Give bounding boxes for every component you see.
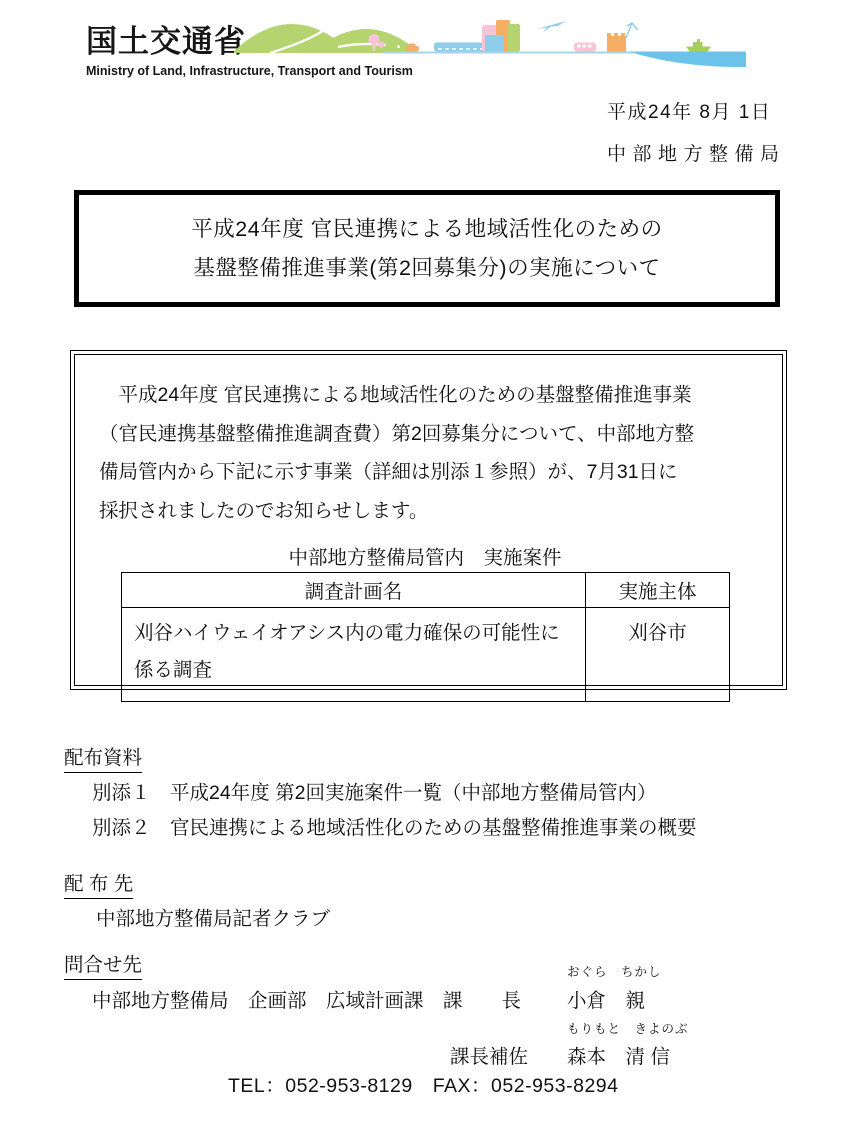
table-row bbox=[122, 608, 730, 702]
contact-heading: 問合せ先 bbox=[64, 949, 142, 980]
date-block bbox=[607, 97, 786, 166]
document-title-line2: 基盤整備推進事業(第2回募集分)の実施について bbox=[193, 256, 661, 280]
paragraph-line: 備局管内から下記に示す事業（詳細は別添１参照）が、7月31日に bbox=[99, 461, 678, 483]
crane-icon bbox=[626, 23, 638, 38]
ship-icon bbox=[686, 39, 711, 52]
contact-row2-title: 課長補佐 bbox=[450, 1046, 529, 1068]
buildings-icon bbox=[482, 20, 520, 52]
contact-person1-name: 小倉 親 bbox=[567, 990, 646, 1012]
distribution-item-1: 中部地方整備局記者クラブ bbox=[96, 908, 331, 930]
contact-person1-furigana: おぐら ちかし bbox=[567, 965, 662, 979]
ground-line bbox=[382, 52, 634, 54]
bus-icon bbox=[574, 43, 596, 52]
contact-person2-name: 森本 清 信 bbox=[567, 1046, 670, 1068]
harbor-building-icon bbox=[607, 23, 638, 52]
airplane-icon bbox=[537, 21, 566, 33]
case-table-header-row bbox=[122, 573, 730, 608]
case-plan-name: 刈谷ハイウェイオアシス内の電力確保の可能性に係る調査 bbox=[122, 608, 586, 702]
paragraph-line: （官民連携基盤整備推進調査費）第2回募集分について、中部地方整 bbox=[99, 422, 695, 445]
header-cityscape-illustration bbox=[234, 13, 746, 71]
distribution-heading: 配 布 先 bbox=[64, 868, 133, 899]
paragraph-line: 採択されましたのでお知らせします。 bbox=[99, 499, 429, 522]
contact-tel-fax: TEL：052-953-8129 FAX：052-953-8294 bbox=[228, 1075, 619, 1097]
ministry-logo-subtitle: Ministry of Land, Infrastructure, Transport and Tourism bbox=[86, 64, 413, 78]
announcement-box-inner bbox=[74, 354, 783, 686]
announcement-box bbox=[70, 350, 787, 690]
contact-person2-furigana: もりもと きよのぶ bbox=[567, 1022, 689, 1036]
materials-item-2: 別添２ 官民連携による地域活性化のための基盤整備推進事業の概要 bbox=[92, 817, 697, 839]
case-table-header-entity: 実施主体 bbox=[586, 573, 730, 608]
case-table-caption: 中部地方整備局管内 実施案件 bbox=[288, 547, 562, 569]
water-shape bbox=[629, 52, 746, 68]
materials-item-1: 別添１ 平成24年度 第2回実施案件一覧（中部地方整備局管内） bbox=[92, 782, 657, 804]
materials-heading: 配布資料 bbox=[64, 742, 142, 773]
small-building-icon bbox=[386, 44, 397, 52]
release-date: 平成24年 8月 1日 bbox=[607, 102, 772, 123]
case-entity: 刈谷市 bbox=[586, 608, 730, 702]
case-table bbox=[121, 572, 730, 702]
announcement-paragraph bbox=[99, 376, 762, 530]
case-table-header-plan: 調査計画名 bbox=[122, 573, 586, 608]
issuing-organization: 中部地方整備局 bbox=[607, 144, 786, 165]
contact-row1-title: 中部地方整備局 企画部 広域計画課 課 長 bbox=[92, 990, 522, 1012]
document-title-box bbox=[74, 190, 780, 307]
document-title-line1: 平成24年度 官民連携による地域活性化のための bbox=[191, 217, 663, 241]
paragraph-line: 平成24年度 官民連携による地域活性化のための基盤整備推進事業 bbox=[99, 384, 692, 406]
ministry-logo-title: 国土交通省 bbox=[86, 24, 246, 59]
